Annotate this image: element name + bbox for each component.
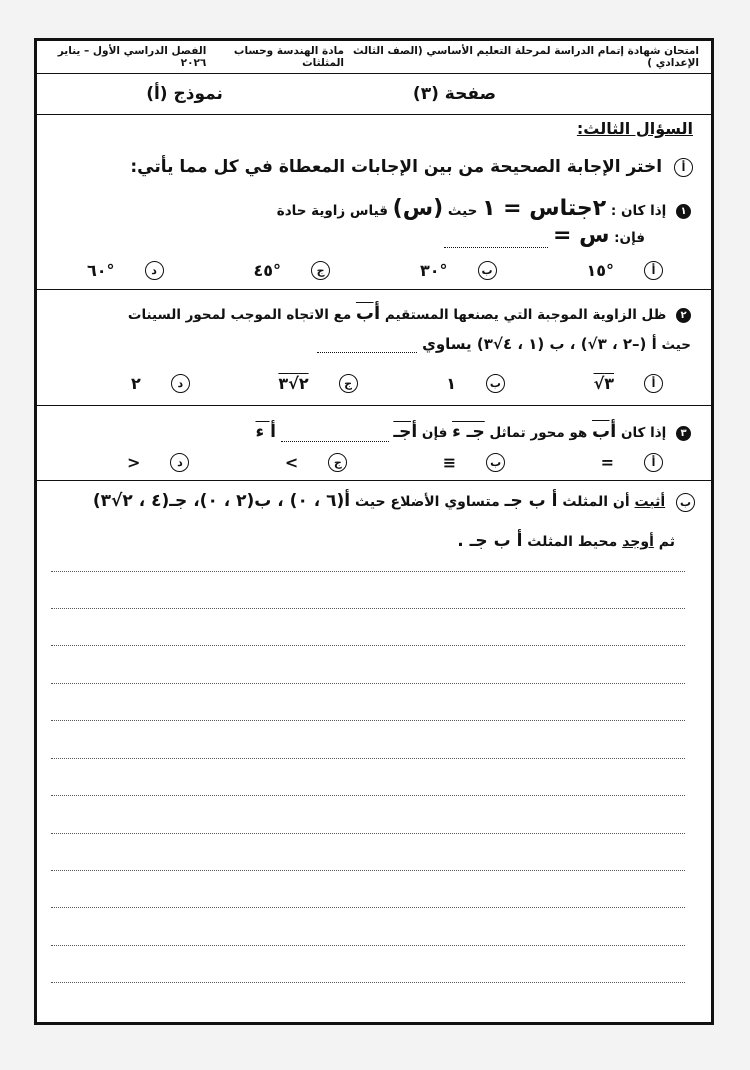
choice-value: °٤٥ xyxy=(253,261,282,280)
question-title: السؤال الثالث: xyxy=(576,119,693,138)
item-text: إذا كان xyxy=(620,425,667,441)
page-number: صفحة (٣) xyxy=(412,84,496,104)
choice-label: د xyxy=(145,261,164,280)
page-info-bar xyxy=(37,74,711,115)
writing-line[interactable] xyxy=(51,720,685,721)
triangle-name: أ ب جـ xyxy=(504,491,558,511)
line-ab: أب xyxy=(355,303,381,324)
choice-label: ب xyxy=(478,261,497,280)
choice[interactable] xyxy=(127,453,189,472)
choice-label: ج xyxy=(328,453,347,472)
writing-line[interactable] xyxy=(51,907,685,908)
item-equation: ٢جتاس = ١ xyxy=(482,196,607,221)
choice-value: ٢√٣ xyxy=(278,374,309,393)
item-3-line xyxy=(255,421,691,442)
exam-title: امتحان شهادة إتمام الدراسة لمرحلة التعليم الأساسي (الصف الثالث الإعدادي ) xyxy=(352,45,699,69)
writing-line[interactable] xyxy=(51,758,685,759)
part-b-marker: ب xyxy=(676,493,695,512)
choice[interactable] xyxy=(420,261,497,280)
choice-label: ب xyxy=(486,453,505,472)
writing-line[interactable] xyxy=(51,833,685,834)
answer-blank[interactable] xyxy=(444,247,548,248)
item-number: ٣ xyxy=(676,426,691,441)
instruction-text: اختر الإجابة الصحيحة من بين الإجابات المعطاة في كل مما يأتي: xyxy=(130,157,663,177)
choice-value: °٣٠ xyxy=(419,261,448,280)
line-ab: أب xyxy=(592,421,617,442)
item-1-choices xyxy=(87,261,663,280)
writing-line[interactable] xyxy=(51,645,685,646)
item-3-choices xyxy=(127,453,663,472)
instruction xyxy=(130,157,693,177)
choice-value: ١ xyxy=(446,374,456,393)
exam-subject: مادة الهندسة وحساب المثلثات xyxy=(233,45,345,69)
choice-label: أ xyxy=(644,261,663,280)
writing-line[interactable] xyxy=(51,571,685,572)
choice[interactable] xyxy=(446,374,505,393)
choice-value: ≡ xyxy=(442,453,457,472)
choice-value: °٦٠ xyxy=(87,261,115,280)
segment-ac: أجـ xyxy=(393,422,418,442)
part-b-text: أوجد xyxy=(622,534,654,550)
choice-value: = xyxy=(600,453,614,472)
writing-line[interactable] xyxy=(51,870,685,871)
choice[interactable] xyxy=(586,261,663,280)
item-2-line-2 xyxy=(317,335,691,353)
item-text: هو محور تماثل xyxy=(489,425,588,441)
item-text: فإن: xyxy=(614,230,645,246)
choice[interactable] xyxy=(278,374,357,393)
answer-blank[interactable] xyxy=(317,352,417,353)
choice[interactable] xyxy=(131,374,190,393)
exam-term: الفصل الدراسي الأول – يناير ٢٠٢٦ xyxy=(57,45,207,69)
choice-value: ٣√ xyxy=(593,374,614,393)
part-b-text: أن المثلث xyxy=(562,494,630,510)
item-number: ١ xyxy=(676,204,691,219)
choice-value: < xyxy=(127,453,141,472)
divider xyxy=(37,480,711,481)
choice-label: د xyxy=(170,453,189,472)
part-b-text: ثم xyxy=(658,534,675,550)
writing-line[interactable] xyxy=(51,683,685,684)
choice-label: أ xyxy=(644,453,663,472)
item-text: مع الاتجاه الموجب لمحور السينات xyxy=(127,307,352,323)
exam-sheet xyxy=(34,38,714,1025)
divider xyxy=(37,405,711,406)
exam-header xyxy=(37,41,711,74)
choice-label: ب xyxy=(486,374,505,393)
item-equation: س = xyxy=(553,223,610,248)
choice[interactable] xyxy=(285,453,347,472)
triangle-vertices: أ(٦ ، ٠) ، ب(٢ ، ٠)، جـ(٤ ، ٢√٣) xyxy=(92,491,351,511)
item-text: فإن xyxy=(421,425,448,441)
item-1-line-1 xyxy=(277,196,691,221)
item-text: قياس زاوية حادة xyxy=(276,203,388,219)
answer-blank[interactable] xyxy=(281,441,389,442)
part-b-text: متساوي الأضلاع حيث xyxy=(355,494,500,510)
segment-cd: جـ ء xyxy=(452,422,485,442)
choice-value: > xyxy=(284,453,299,472)
item-variable: (س) xyxy=(392,196,444,221)
segment-ad: أ ء xyxy=(255,422,276,442)
choice[interactable] xyxy=(443,453,505,472)
item-2-line-1 xyxy=(128,303,691,324)
item-text: ظل الزاوية الموجبة التي يصنعها المستقيم xyxy=(384,307,667,323)
choice-value: ٢ xyxy=(131,374,141,393)
choice-value: °١٥ xyxy=(586,261,614,280)
part-b-line-2 xyxy=(457,531,675,551)
part-b-line-1 xyxy=(93,491,695,512)
choice-label: أ xyxy=(644,374,663,393)
part-b-text: أثبت xyxy=(634,494,666,510)
choice-label: د xyxy=(171,374,190,393)
item-number: ٢ xyxy=(676,308,691,323)
choice[interactable] xyxy=(594,374,663,393)
part-b-text: محيط المثلث xyxy=(527,534,618,550)
writing-line[interactable] xyxy=(51,982,685,983)
writing-line[interactable] xyxy=(51,945,685,946)
choice[interactable] xyxy=(601,453,663,472)
choice-label: ج xyxy=(339,374,358,393)
item-points: أ (–٢ ، ٣√) ، ب (١ ، ٤√٣) يساوي xyxy=(422,335,657,353)
instruction-marker: أ xyxy=(674,158,693,177)
writing-line[interactable] xyxy=(51,608,685,609)
choice-label: ج xyxy=(311,261,330,280)
writing-line[interactable] xyxy=(51,795,685,796)
item-1-line-2 xyxy=(444,223,645,248)
triangle-name: أ ب جـ . xyxy=(457,531,523,551)
item-text: حيث xyxy=(661,337,691,353)
item-2-choices xyxy=(131,374,663,393)
item-text: حيث xyxy=(447,203,478,219)
divider xyxy=(37,289,711,290)
choice[interactable] xyxy=(254,261,331,280)
item-text: إذا كان : xyxy=(610,203,667,219)
choice[interactable] xyxy=(87,261,164,280)
model-label: نموذج (أ) xyxy=(146,84,223,104)
